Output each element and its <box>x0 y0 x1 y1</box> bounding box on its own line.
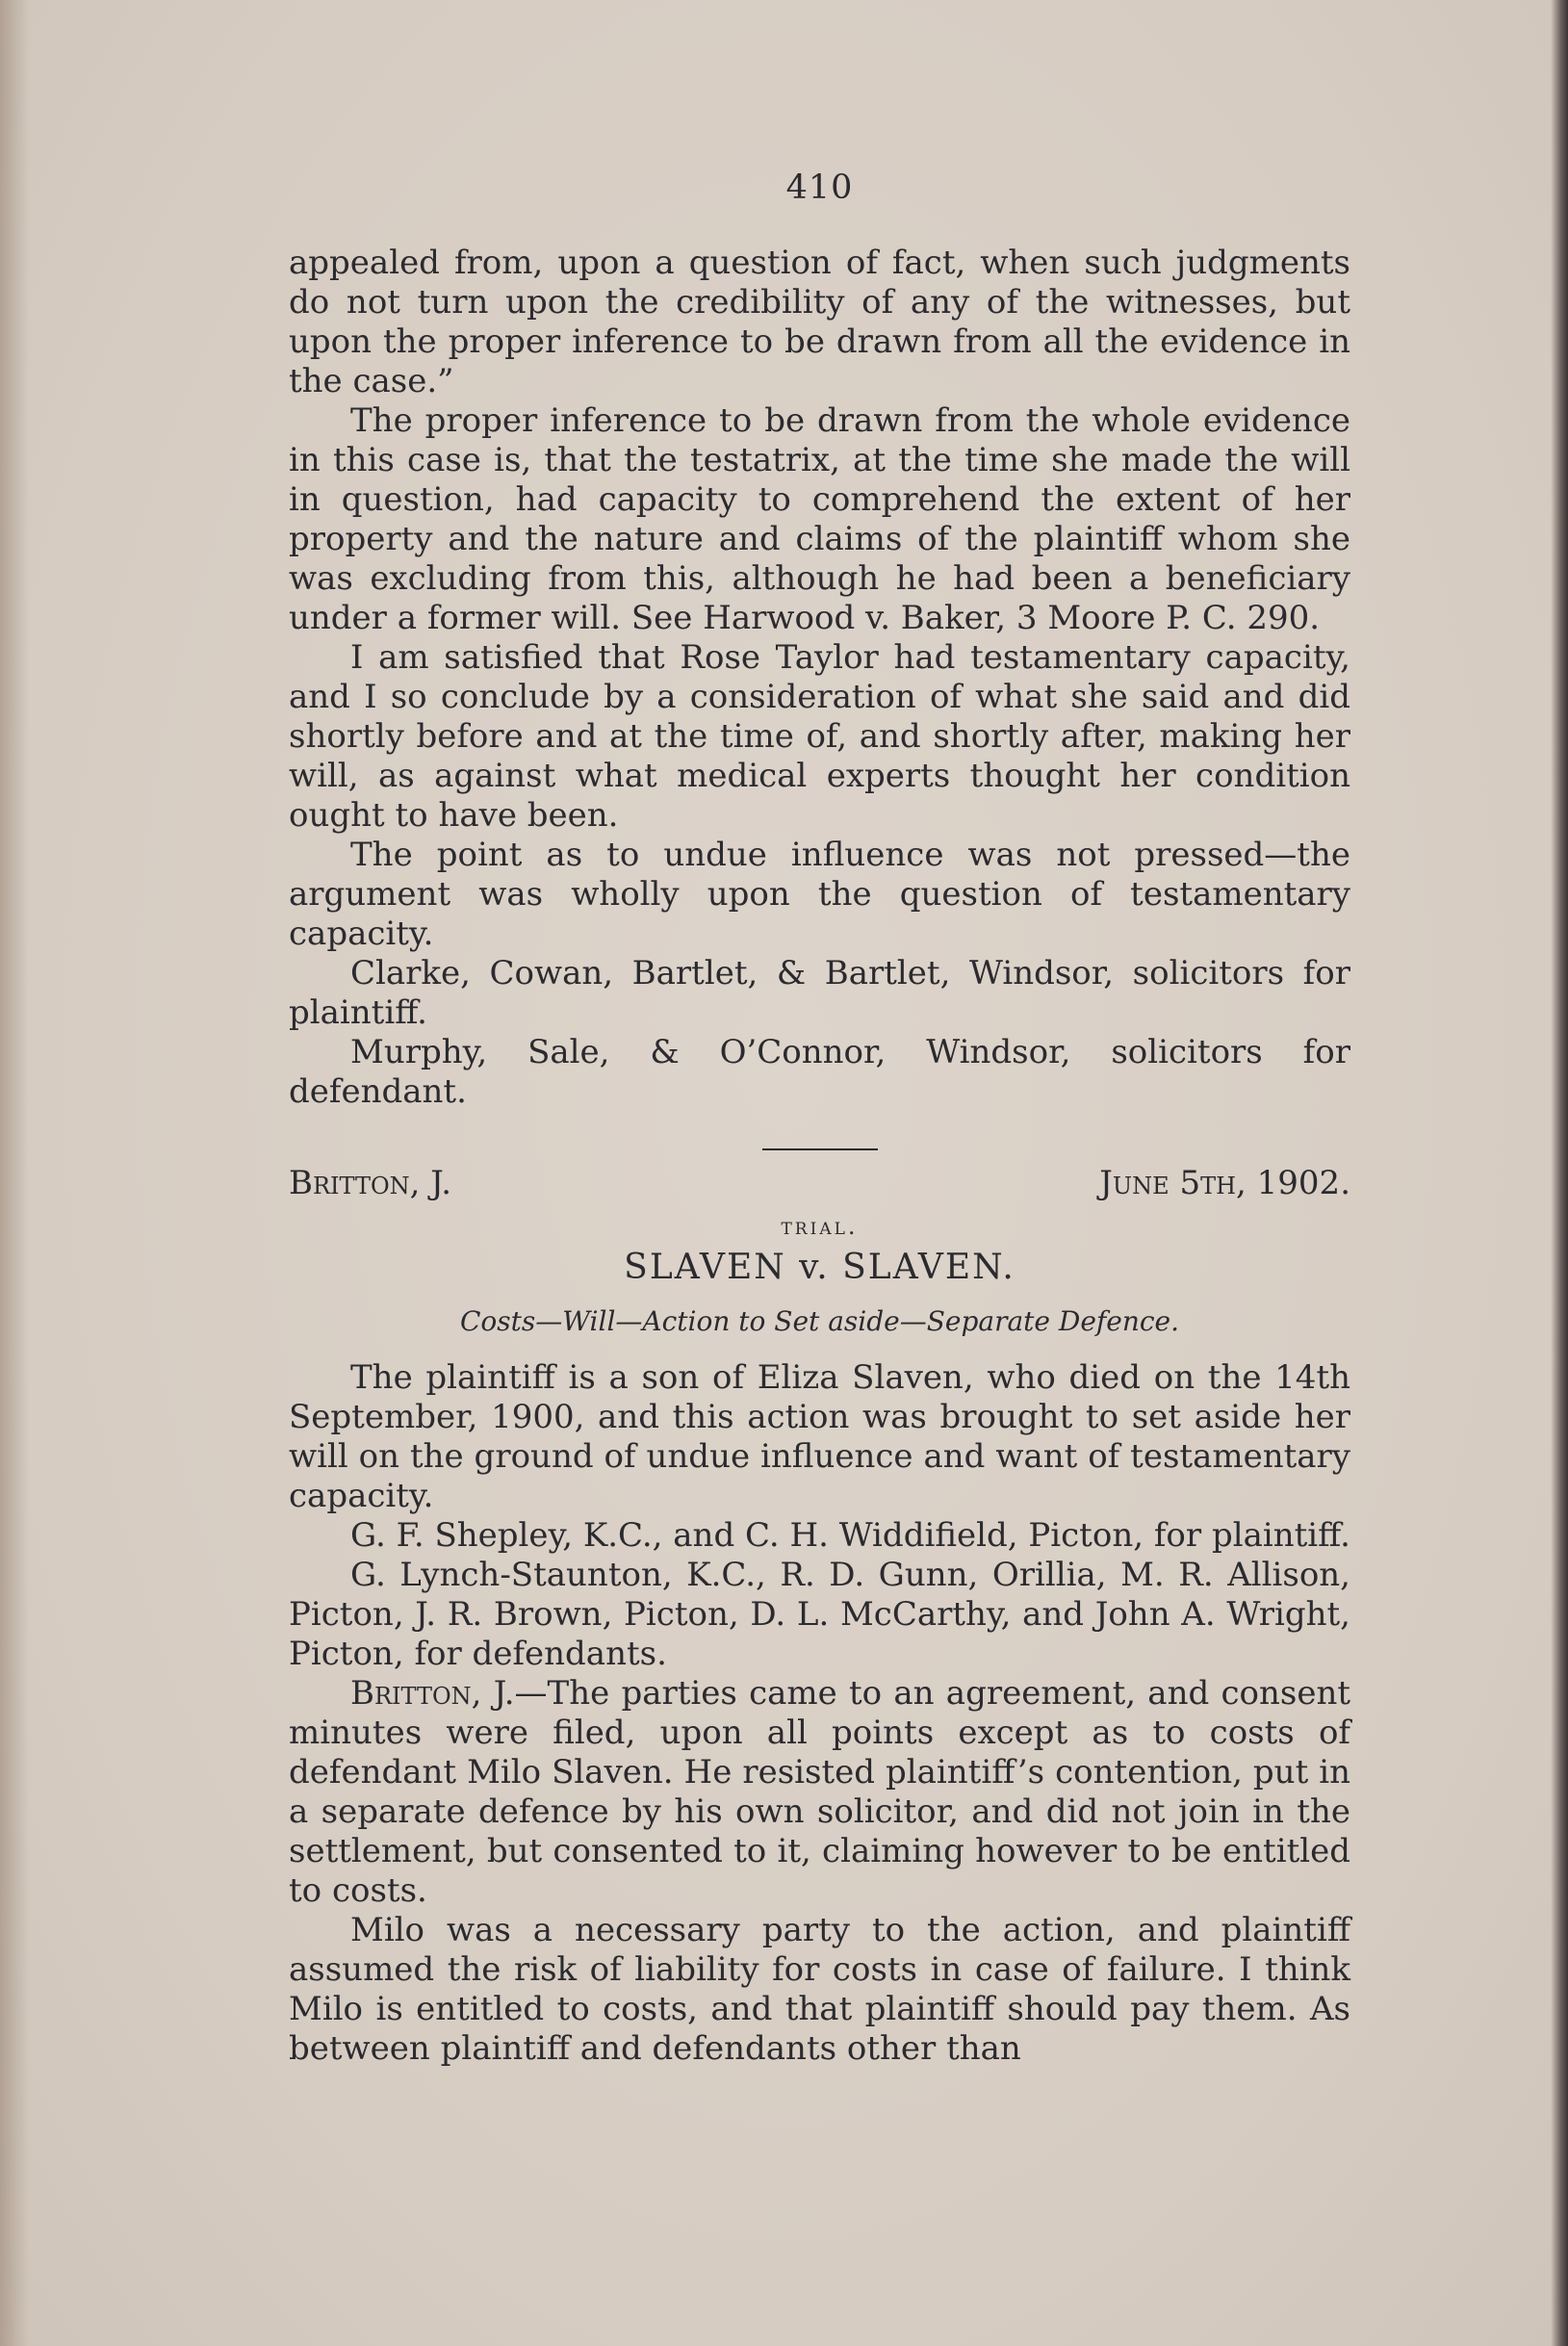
paragraph-satisfied: I am satisfied that Rose Taylor had testamentary capacity, and I so conclude by a consideration of what she said and did shortly before and at the time of, and shortly after, making her will, as against what medical experts thought her condition ought to have been. <box>289 638 1350 835</box>
page-edge <box>1551 0 1568 2346</box>
paragraph-judgment <box>289 1674 1350 1911</box>
counsel-plaintiff: G. F. Shepley, K.C., and C. H. Widdifield, Picton, for plaintiff. <box>350 1516 1350 1555</box>
counsel-defendants: G. Lynch-Staunton, K.C., R. D. Gunn, Orillia, M. R. Allison, Picton, J. R. Brown, Picton, D. L. McCarthy, and John A. Wright, Picton, for defendants. <box>289 1556 1350 1673</box>
page-number: 410 <box>785 168 854 207</box>
judgment-text: —The parties came to an agreement, and consent minutes were filed, upon all points except as to costs of defendant Milo Slaven. He resisted plaintiff’s contention, put in a separate defence by his own solicitor, and did not join in the settlement, but consented to it, claiming however to be entitled to costs. <box>289 1674 1351 1910</box>
paragraph-inference: The proper inference to be drawn from the whole evidence in this case is, that the testatrix, at the time she made the will in question, had capacity to comprehend the extent of her property and the nature and claims of the plaintiff whom she was excluding from this, although he had been a beneficiary under a former will. See Harwood v. Baker, 3 Moore P. C. 290. <box>289 401 1350 637</box>
trial-label: trial. <box>781 1213 859 1240</box>
judge-date-row <box>289 1164 1350 1203</box>
paragraph-undue-influence: The point as to undue influence was not pressed—the argument was wholly upon the question of testamentary capacity. <box>289 836 1350 953</box>
judgment-date: June 5th, 1902. <box>1099 1164 1350 1202</box>
paragraph-facts: The plaintiff is a son of Eliza Slaven, who died on the 14th September, 1900, and this action was brought to set aside her will on the ground of undue influence and want of testamentary capacity. <box>289 1358 1350 1515</box>
solicitors-plaintiff: Clarke, Cowan, Bartlet, & Bartlet, Windsor, solicitors for plaintiff. <box>289 954 1350 1032</box>
paragraph-costs: Milo was a necessary party to the action, and plaintiff assumed the risk of liability for costs in case of failure. I think Milo is entitled to costs, and that plaintiff should pay them. As between plaintiff and defendants other than <box>289 1911 1350 2068</box>
page-content <box>289 168 1350 2069</box>
solicitors-defendant: Murphy, Sale, & O’Connor, Windsor, solicitors for defendant. <box>289 1033 1350 1111</box>
judge-name: Britton, J. <box>289 1164 452 1202</box>
catchwords: Costs—Will—Action to Set aside—Separate Defence. <box>459 1305 1180 1337</box>
section-divider <box>762 1148 878 1150</box>
paragraph-continuation: appealed from, upon a question of fact, when such judgments do not turn upon the credibility of any of the witnesses, but upon the proper inference to be drawn from all the evidence in the case.” <box>289 244 1350 400</box>
binding-shadow <box>0 0 29 2346</box>
judgment-judge-name: Britton, J. <box>350 1674 515 1713</box>
case-title: SLAVEN v. SLAVEN. <box>624 1248 1015 1287</box>
